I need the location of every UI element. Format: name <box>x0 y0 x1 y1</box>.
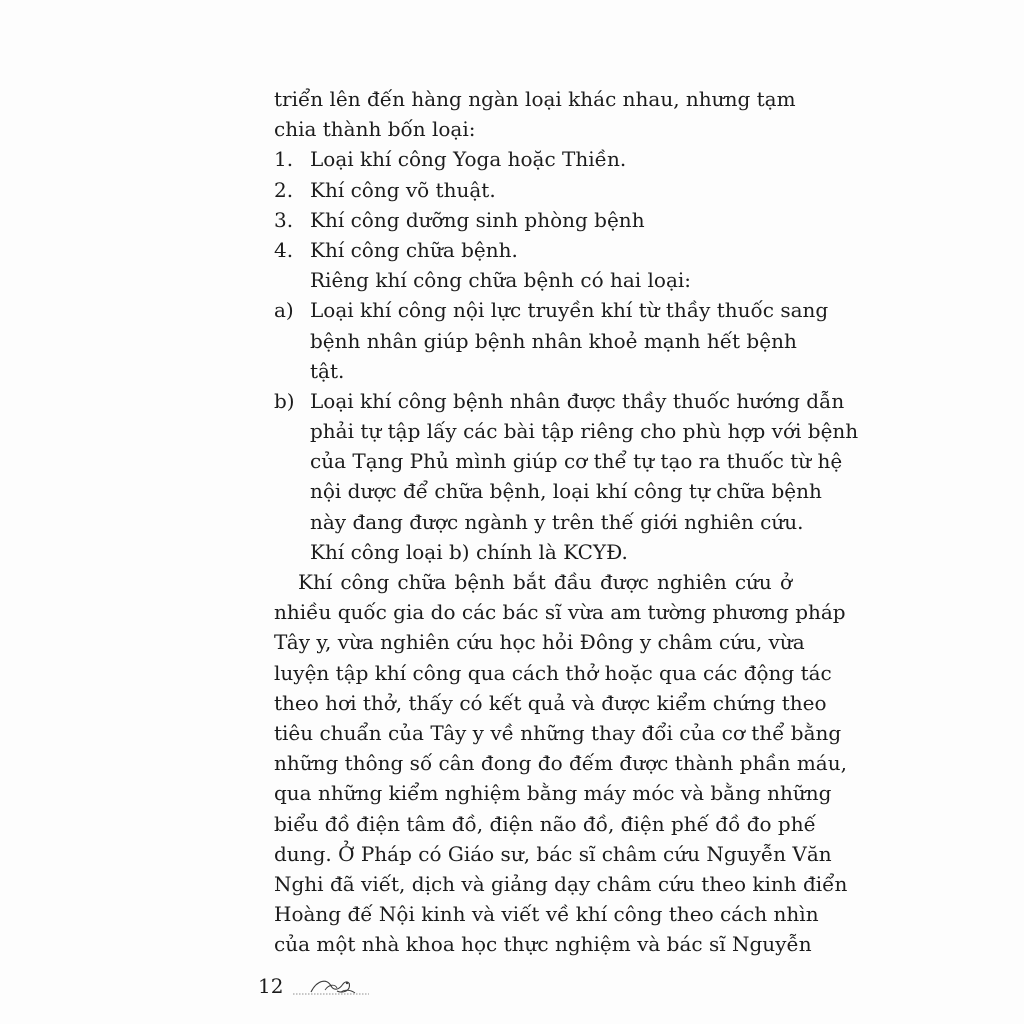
sub-intro: Riêng khí công chữa bệnh có hai loại: <box>310 268 692 293</box>
list-marker: a) <box>274 298 294 323</box>
lettered-item-a-line-2: bệnh nhân giúp bệnh nhân khoẻ mạnh hết bệnh <box>310 328 797 353</box>
lettered-item-b-line-3: của Tạng Phủ mình giúp cơ thể tự tạo ra thuốc từ hệ <box>310 449 843 474</box>
paragraph-line-3: Tây y, vừa nghiên cứu học hỏi Đông y châm cứu, vừa <box>274 630 805 655</box>
closing-note: Khí công loại b) chính là KCYĐ. <box>310 539 628 564</box>
list-item-text: Loại khí công bệnh nhân được thầy thuốc hướng dẫn <box>310 388 845 413</box>
list-item-text: Khí công chữa bệnh. <box>310 237 518 262</box>
page-footer <box>258 964 371 998</box>
paragraph-line-7: những thông số cân đong đo đếm được thành phần máu, <box>274 751 847 776</box>
list-marker: 1. <box>274 147 294 172</box>
lettered-item-b <box>274 386 845 416</box>
lettered-item-b-line-5: này đang được ngành y trên thế giới nghiên cứu. <box>310 509 804 534</box>
paragraph-line-1: Khí công chữa bệnh bắt đầu được nghiên cứu ở <box>298 570 792 594</box>
list-item-text: Khí công dưỡng sinh phòng bệnh <box>310 207 645 232</box>
paragraph-line-5: theo hơi thở, thấy có kết quả và được kiểm chứng theo <box>274 690 827 715</box>
paragraph-line-9: biểu đồ điện tâm đồ, điện não đồ, điện phế đồ đo phế <box>274 811 816 836</box>
list-marker: 2. <box>274 177 294 202</box>
list-marker: 3. <box>274 207 294 232</box>
paragraph-line-8: qua những kiểm nghiệm bằng máy móc và bằng những <box>274 781 832 806</box>
lettered-item-a-line-3: tật. <box>310 358 345 383</box>
numbered-item-3 <box>274 205 792 235</box>
paragraph-line-12: Hoàng đế Nội kinh và viết về khí công theo cách nhìn <box>274 902 819 927</box>
list-item-text: Loại khí công nội lực truyền khí từ thầy thuốc sang <box>310 298 829 323</box>
list-marker: b) <box>274 388 295 413</box>
paragraph-line-2: nhiều quốc gia do các bác sĩ vừa am tường phương pháp <box>274 600 846 625</box>
lettered-item-b-line-2: phải tự tập lấy các bài tập riêng cho phù hợp với bệnh <box>310 419 859 444</box>
list-item-text: Khí công võ thuật. <box>310 177 496 202</box>
paragraph-line-10: dung. Ở Pháp có Giáo sư, bác sĩ châm cứu Nguyễn Văn <box>274 841 832 866</box>
paragraph-line-4: luyện tập khí công qua cách thở hoặc qua các động tác <box>274 660 832 685</box>
decorative-flourish-icon <box>291 972 371 998</box>
paragraph-line-6: tiêu chuẩn của Tây y về những thay đổi của cơ thể bằng <box>274 720 842 745</box>
page-number: 12 <box>258 974 284 998</box>
intro-line-2: chia thành bốn loại: <box>274 117 476 142</box>
numbered-item-4 <box>274 235 792 265</box>
list-item-text: Loại khí công Yoga hoặc Thiền. <box>310 147 627 172</box>
numbered-item-1 <box>274 144 792 174</box>
paragraph-line-11: Nghi đã viết, dịch và giảng dạy châm cứu theo kinh điển <box>274 871 848 896</box>
numbered-item-2 <box>274 175 792 205</box>
paragraph-line-13: của một nhà khoa học thực nghiệm và bác sĩ Nguyễn <box>274 932 812 957</box>
body-text <box>274 84 859 959</box>
lettered-item-b-line-4: nội dược để chữa bệnh, loại khí công tự chữa bệnh <box>310 479 822 504</box>
list-marker: 4. <box>274 237 294 262</box>
intro-line-1: triển lên đến hàng ngàn loại khác nhau, nhưng tạm <box>274 87 796 111</box>
lettered-item-a <box>274 295 829 325</box>
